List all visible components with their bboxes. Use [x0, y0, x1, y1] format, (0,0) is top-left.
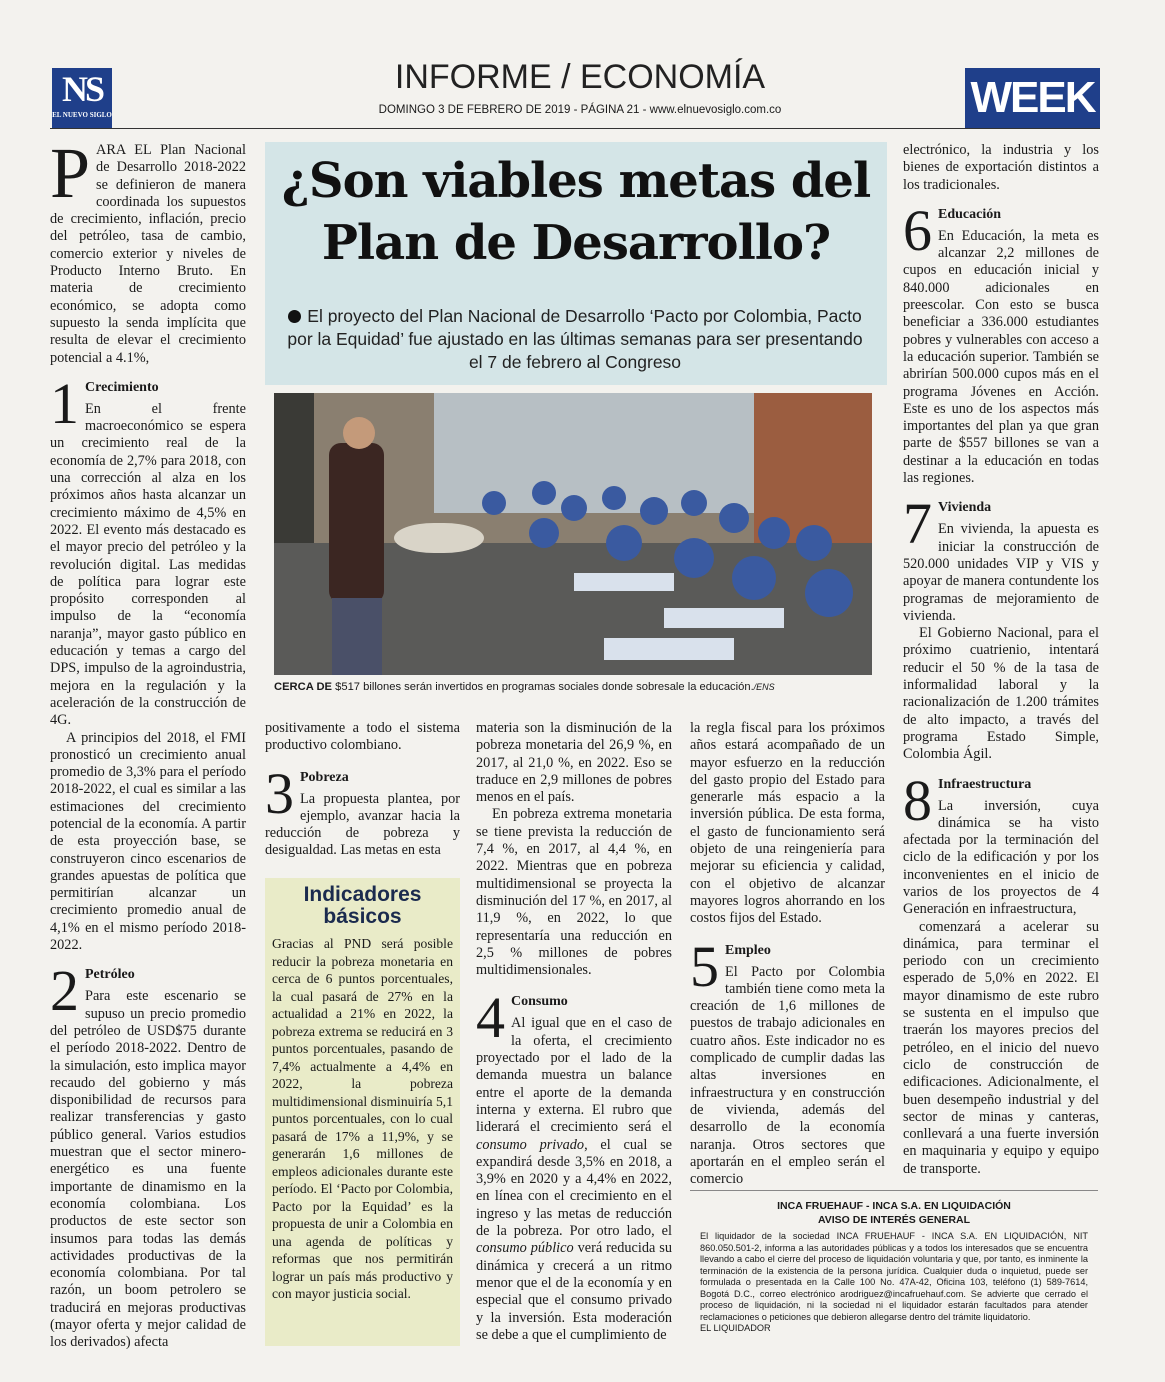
section-title-infraestructura: Infraestructura [938, 776, 1032, 792]
section-5 [690, 933, 885, 1189]
logo-ns-letters: NS [61, 69, 103, 109]
section-title-pobreza: Pobreza [300, 769, 349, 785]
section-title-educacion: Educación [938, 206, 1002, 222]
consumo-publico-em: consumo público [476, 1240, 574, 1257]
infraestructura-paragraph-1: La inversión, cuya dinámica se ha visto afectada por la terminación del ciclo de la edificación y por los inconvenientes en el inicio de varios de los proyectos de 4 Generación en infraestructura, [903, 797, 1099, 918]
masthead-rule [50, 128, 1100, 129]
section-6 [903, 197, 1099, 487]
section-2 [50, 958, 246, 1351]
section-1 [50, 370, 246, 955]
section-title-vivienda: Vivienda [938, 500, 992, 516]
section-title: INFORME / ECONOMÍA [394, 58, 766, 96]
indicators-body-wrap [272, 935, 453, 1303]
deck-text: El proyecto del Plan Nacional de Desarrollo ‘Pacto por Colombia, Pacto por la Equidad’ fue ajustado en las últimas semanas para ser presentando el 7 de febrero al Congreso [287, 306, 863, 372]
section-number-1: 1 [50, 370, 79, 436]
pobreza-paragraph: La propuesta plantea, por ejemplo, avanzar hacia la reducción de pobreza y desigualdad. Las metas en esta [265, 790, 460, 859]
notice-body: El liquidador de la sociedad INCA FRUEHAUF - INCA S.A. EN LIQUIDACIÓN, NIT 860.050.501-2, informa a las autoridades públicas y a todos los interesados que se encuentra llevando a cabo el cierre del proceso de liquidación voluntaria y que, por tanto, es inminente la terminación de la existencia de la persona jurídica. Cualquier duda o inquietud, puede ser formulada o presentada en la Calle 100 No. 47A-42, Oficina 103, teléfono (1) 589-7614, Bogotá D.C., correo electrónico arodriguez@incafruehauf.com. Se advierte que cerrado el proceso de liquidación, ni la sociedad ni el liquidador estarán facultados para atender reclamaciones o peticiones que debieron allegarse dentro del trámite liquidatorio. [700, 1231, 1088, 1322]
col2-continuation: positivamente a todo el sistema productivo colombiano. [265, 720, 460, 754]
caption-text: $517 billones serán invertidos en programas sociales donde sobresale la educación. [332, 681, 754, 693]
indicators-body: Gracias al PND será posible reducir la pobreza monetaria en cerca de 6 puntos porcentuales, la cual pasará de 27% en la actualidad a 21% en 2022, la pobreza extrema se reducirá en 3 puntos porcentuales, pasando de 7,4% actualmente a 4,4% en 2022, la pobreza multidimensional disminuiría 5,1 puntos porcentuales, con lo cual pasará de 17% a 11,9%, y se generarán 1,6 millones de empleos adicionales durante este período. El ‘Pacto por Colombia, Pacto por la Equidad’ es la propuesta de unir a Colombia en una agenda de políticas y reformas que nos permitirán lograr un país más productivo y con mayor justicia social. [272, 936, 453, 1301]
headline: ¿Son viables metas del Plan de Desarrollo? [281, 153, 871, 271]
deck [285, 305, 865, 374]
col4-paragraph: la regla fiscal para los próximos años estará acompañado de un mayor esfuerzo en la reducción del gasto propio del Estado para generarle más espacio a la inversión pública. De esta forma, el gasto de funcionamiento será objeto de una reingeniería para mejorar su eficiencia y calidad, con el objetivo de alcanzar mayores logros ahorrando en los costos fijos del Estado. [690, 720, 885, 927]
intro-text: ARA EL Plan Nacional de Desarrollo 2018-2022 se definieron de manera coordinada los supuestos de crecimiento, inflación, precio del petróleo, tasa de cambio, comercio exterior y niveles de Producto Interno Bruto. En materia de crecimiento económico, se adopta como supuesto la senda implícita que resulta de elevar el crecimiento potencial a 4.1%, [50, 142, 246, 366]
section-title-crecimiento: Crecimiento [85, 379, 159, 395]
crecimiento-paragraph-2: A principios del 2018, el FMI pronosticó un crecimiento anual promedio de 3,3% para el período 2018-2022, el cual es similar a las estimaciones del crecimiento potencial de la economía. A partir de esta proyección base, se construyeron cinco escenarios de grandes apuestas de política que permitirían alcanzar un crecimiento promedio anual de 4,1% en el mismo período 2018-2022. [50, 729, 246, 954]
consumo-text-a: Al igual que en el caso de la oferta, el crecimiento proyectado por el lado de la demanda muestra un balance entre el aporte de la demanda interna y externa. El rubro que liderará el crecimiento será el [476, 1015, 672, 1136]
column-5 [903, 142, 1099, 1178]
consumo-privado-em: consumo privado [476, 1136, 585, 1153]
classroom-illustration [274, 393, 872, 675]
column-3 [476, 720, 672, 1344]
section-title-empleo: Empleo [725, 942, 771, 958]
section-4 [476, 985, 672, 1344]
col5-paragraph: electrónico, la industria y los bienes de exportación distintos a los tradicionales. [903, 142, 1099, 193]
section-8 [903, 767, 1099, 1179]
empleo-paragraph: El Pacto por Colombia también tiene como meta la creación de 1,6 millones de puestos de trabajo adicionales en cuatro años. Este indicador no es complicado de cumplir dadas las altas inversiones en infraestructura y en construcción de vivienda, además del desarrollo de la economía naranja. Otros sectores que aportarán en el empleo serán el comercio [690, 963, 885, 1188]
column-4 [690, 720, 885, 1188]
educacion-paragraph: En Educación, la meta es alcanzar 2,2 millones de cupos en educación inicial y 840.000 adicionales en preescolar. Con esto se busca beneficiar a 336.000 estudiantes pobres y vulnerables con acceso a la educación superior. También se abrirían 500.000 cupos más en el programa Jóvenes en Acción. Este es uno de los aspectos más importantes del plan ya que gran parte de $557 billones se van a destinar a la educación en todas las regiones. [903, 227, 1099, 487]
vivienda-paragraph-1: En vivienda, la apuesta es iniciar la construcción de 520.000 unidades VIP y VIS y apoyar de manera contundente los programas de mejoramiento de vivienda. [903, 521, 1099, 624]
el-nuevo-siglo-logo [52, 68, 112, 128]
infraestructura-paragraph-2: comenzará a acelerar su dinámica, para terminar el periodo con un crecimiento esperado de 5,0% en 2022. El mayor dinamismo de este rubro se sustenta en el impulso que traerán los mayores precios del petróleo, en el inicio del nuevo ciclo de construcción de edificaciones. Adicionalmente, el buen desempeño industrial y del sector de minas y canteras, conllevará a una fuerte inversión en maquinaria y equipo y equipo de transporte. [903, 918, 1099, 1177]
consumo-text-c: verá reducida su dinámica y crecerá a un ritmo menor que el de la economía y en especial que el consumo privado y la inversión. Esta moderación se debe a que el cumplimiento de [476, 1240, 672, 1343]
section-number-2: 2 [50, 958, 79, 1024]
photo-credit: /ENS [753, 682, 775, 692]
crecimiento-paragraph-1: En el frente macroeconómico se espera un crecimiento real de la economía de 2,7% para 2018, con una corrección al alza en los próximos años hasta alcanzar un crecimiento máximo de 4,5% en 2022. El evento más destacado es el mayor precio del petróleo y la revolución digital. Las medidas de política para lograr este propósito corresponden al impulso de la “economía naranja”, mayor gasto público en educación y temas a cargo del DPS, impulso de la agroindustria, mejora en la regulación y la aceleración de la construcción de 4G. [50, 400, 246, 729]
section-number-5: 5 [690, 933, 719, 999]
week-logo: WEEK [965, 68, 1100, 128]
section-number-4: 4 [476, 985, 505, 1051]
petroleo-paragraph: Para este escenario se supuso un precio promedio del petróleo de USD$75 durante el período 2018-2022. Dentro de la simulación, esto implica mayor recaudo del gobierno y más disponibilidad de recursos para realizar transferencias y gasto público general. Varios estudios muestran que el sector minero-energético es una fuente importante de dinamismo en la economía colombiana. Los productos de este sector son insumos para todas las demás actividades productivas de la economía colombiana. Por tal razón, un boom petrolero se traducirá en mejoras productivas (mayor oferta y mejor calidad de los derivados) afecta [50, 988, 246, 1351]
dateline: DOMINGO 3 DE FEBRERO DE 2019 - PÁGINA 21 - www.elnuevosiglo.com.co [378, 104, 782, 116]
column-1 [50, 133, 246, 1352]
section-number-6: 6 [903, 197, 932, 263]
consumo-paragraph [476, 1015, 672, 1344]
notice-signature: EL LIQUIDADOR [700, 1323, 771, 1333]
classroom-photo [274, 393, 872, 675]
column-2 [265, 720, 460, 860]
photo-caption [274, 681, 872, 693]
drop-cap: P [50, 133, 91, 213]
caption-lead: CERCA DE [274, 681, 333, 693]
section-number-3: 3 [265, 760, 294, 826]
notice-title: INCA FRUEHAUF - INCA S.A. EN LIQUIDACIÓN [777, 1200, 1011, 1212]
bullet-icon [288, 310, 301, 323]
section-7 [903, 491, 1099, 763]
intro-paragraph [50, 133, 246, 367]
section-number-8: 8 [903, 767, 932, 833]
col3-paragraph-2: En pobreza extrema monetaria se tiene prevista la reducción de 7,4 %, en 2017, al 4,4 %, en 2022. Mientras que en pobreza multidimensional se proyecta la disminución del 17 %, en 2017, al 11,9 %, en 2022, lo que representaría una reducción en 2,5 % millones de pobres multidimensionales. [476, 806, 672, 979]
col3-paragraph-1: materia son la disminución de la pobreza monetaria del 26,9 %, en 2017, al 21,0 %, en 2022. Eso se traduce en 2,9 millones de pobres menos en el país. [476, 720, 672, 806]
legal-notice [690, 1190, 1098, 1350]
section-title-consumo: Consumo [511, 994, 568, 1010]
notice-subtitle: AVISO DE INTERÉS GENERAL [817, 1214, 971, 1226]
logo-ns-subtitle: EL NUEVO SIGLO [52, 111, 112, 119]
consumo-text-b: , el cual se expandirá desde 3,5% en 2018, a 3,9% en 2020 y a 4,4% en 2022, en línea con el crecimiento en el ingreso y las metas de reducción de la pobreza. Por otro lado, el [476, 1136, 672, 1240]
section-number-7: 7 [903, 491, 932, 557]
section-3 [265, 760, 460, 860]
section-title-petroleo: Petróleo [85, 967, 135, 983]
vivienda-paragraph-2: El Gobierno Nacional, para el próximo cuatrienio, intentará reducir el 50 % de la tasa de informalidad laboral y la racionalización de 1.200 trámites de alto impacto, a través del programa Estado Simple, Colombia Ágil. [903, 625, 1099, 763]
indicators-title: Indicadores básicos [303, 883, 422, 928]
